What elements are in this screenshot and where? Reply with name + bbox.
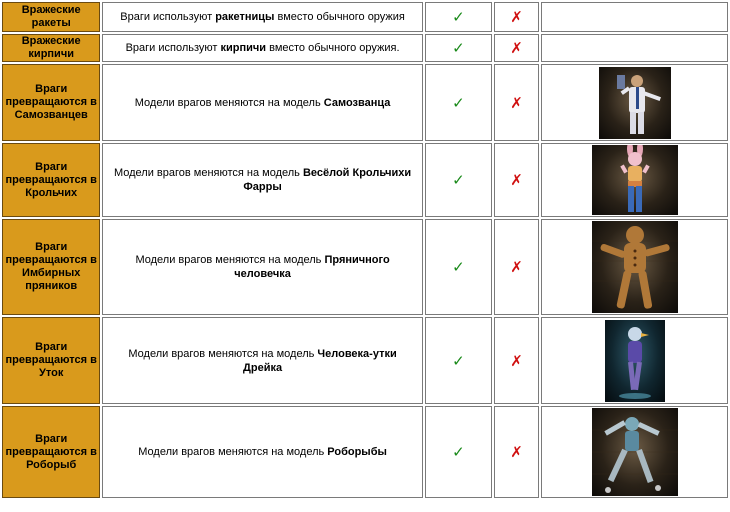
- unsupported-cell: [494, 2, 539, 32]
- cheat-name: Вражеские ракеты: [2, 2, 100, 32]
- preview-cell: [541, 406, 728, 498]
- impostor-figure-image: [599, 67, 671, 139]
- cross-icon: ✗: [510, 171, 523, 189]
- robofish-figure-image: [592, 408, 678, 496]
- table-row: [2, 2, 728, 32]
- cheat-name: Враги превращаются в Уток: [2, 317, 100, 404]
- preview-cell: [541, 34, 728, 62]
- gingerbread-figure-image: [592, 221, 678, 313]
- duck-figure-image: [605, 320, 665, 402]
- cheat-name: Враги превращаются в Крольчих: [2, 143, 100, 217]
- supported-cell: [425, 143, 492, 217]
- unsupported-cell: [494, 64, 539, 141]
- cross-icon: ✗: [510, 443, 523, 461]
- cheat-name: Вражеские кирпичи: [2, 34, 100, 62]
- cheat-description: Модели врагов меняются на модель Самозванца: [102, 64, 422, 141]
- table-row: [2, 219, 728, 315]
- table-row: [2, 143, 728, 217]
- cheat-description: Модели врагов меняются на модель Весёлой Крольчихи Фарры: [102, 143, 422, 217]
- unsupported-cell: [494, 143, 539, 217]
- cheat-name: Враги превращаются в Роборыб: [2, 406, 100, 498]
- check-icon: ✓: [452, 93, 465, 112]
- check-icon: ✓: [452, 351, 465, 370]
- supported-cell: [425, 317, 492, 404]
- cross-icon: ✗: [510, 351, 523, 370]
- supported-cell: [425, 406, 492, 498]
- check-icon: ✓: [452, 171, 465, 189]
- cheat-description: Модели врагов меняются на модель Роборыбы: [102, 406, 422, 498]
- cheat-description: Модели врагов меняются на модель Пряничного человечка: [102, 219, 422, 315]
- check-icon: ✓: [452, 8, 465, 26]
- cheat-description: Модели врагов меняются на модель Человека-утки Дрейка: [102, 317, 422, 404]
- unsupported-cell: [494, 406, 539, 498]
- bunny-figure-image: [592, 145, 678, 215]
- preview-cell: [541, 64, 728, 141]
- cheat-name: Враги превращаются в Самозванцев: [2, 64, 100, 141]
- table-row: [2, 34, 728, 62]
- preview-cell: [541, 143, 728, 217]
- supported-cell: [425, 219, 492, 315]
- preview-cell: [541, 219, 728, 315]
- cheat-description: Враги используют кирпичи вместо обычного оружия.: [102, 34, 422, 62]
- preview-cell: [541, 317, 728, 404]
- unsupported-cell: [494, 219, 539, 315]
- supported-cell: [425, 34, 492, 62]
- check-icon: ✓: [452, 258, 465, 276]
- preview-cell: [541, 2, 728, 32]
- unsupported-cell: [494, 34, 539, 62]
- cheat-description: Враги используют ракетницы вместо обычного оружия: [102, 2, 422, 32]
- check-icon: ✓: [452, 39, 465, 57]
- table-row: [2, 317, 728, 404]
- supported-cell: [425, 64, 492, 141]
- cross-icon: ✗: [510, 93, 523, 112]
- cross-icon: ✗: [510, 39, 523, 57]
- unsupported-cell: [494, 317, 539, 404]
- cross-icon: ✗: [510, 8, 523, 26]
- supported-cell: [425, 2, 492, 32]
- cross-icon: ✗: [510, 258, 523, 276]
- table-row: [2, 406, 728, 498]
- table-row: [2, 64, 728, 141]
- cheat-name: Враги превращаются в Имбирных пряников: [2, 219, 100, 315]
- check-icon: ✓: [452, 443, 465, 461]
